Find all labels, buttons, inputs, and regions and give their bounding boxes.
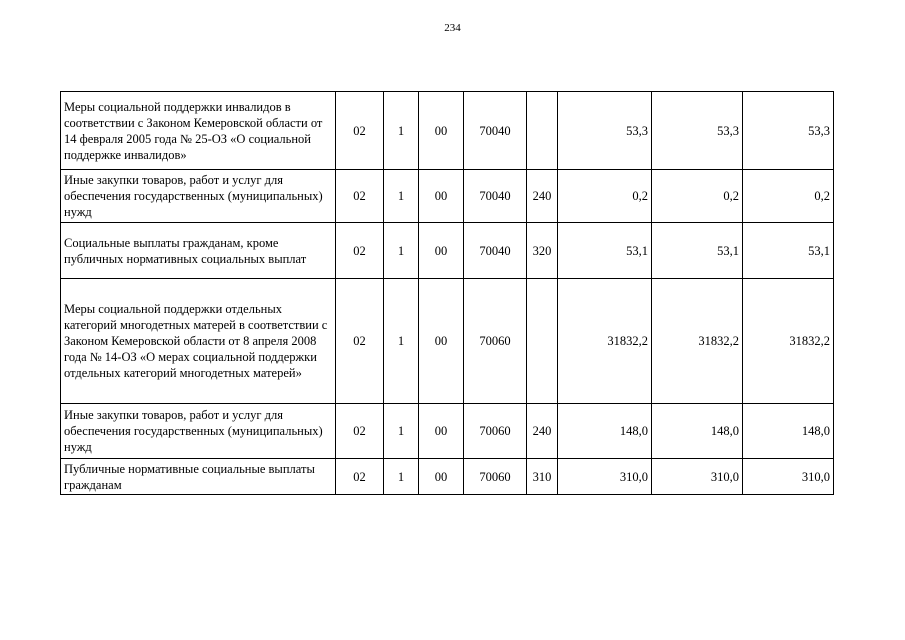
row-description: Меры социальной поддержки инвалидов в соответствии с Законом Кемеровской области от 14 февраля 2005 года № 25-ОЗ «О социальной поддержке инвалидов» (61, 92, 336, 170)
code-cell: 70040 (464, 92, 527, 170)
code-cell: 310 (527, 459, 558, 495)
value-cell: 0,2 (652, 170, 743, 223)
code-cell: 1 (384, 279, 419, 404)
value-cell: 53,3 (652, 92, 743, 170)
page-number: 234 (444, 22, 461, 34)
row-description: Публичные нормативные социальные выплаты гражданам (61, 459, 336, 495)
code-cell: 00 (419, 92, 464, 170)
table-row (61, 404, 834, 459)
code-cell: 02 (336, 92, 384, 170)
table-row (61, 279, 834, 404)
code-cell: 1 (384, 170, 419, 223)
value-cell: 148,0 (558, 404, 652, 459)
code-cell: 02 (336, 223, 384, 279)
code-cell: 1 (384, 404, 419, 459)
code-cell: 02 (336, 459, 384, 495)
code-cell: 70040 (464, 170, 527, 223)
code-cell: 240 (527, 404, 558, 459)
code-cell: 02 (336, 279, 384, 404)
code-cell: 00 (419, 279, 464, 404)
code-cell (527, 279, 558, 404)
code-cell: 00 (419, 459, 464, 495)
table-row (61, 170, 834, 223)
code-cell: 320 (527, 223, 558, 279)
value-cell: 148,0 (652, 404, 743, 459)
value-cell: 31832,2 (652, 279, 743, 404)
code-cell: 02 (336, 170, 384, 223)
table-row (61, 223, 834, 279)
code-cell (527, 92, 558, 170)
code-cell: 00 (419, 223, 464, 279)
row-description: Социальные выплаты гражданам, кроме публичных нормативных социальных выплат (61, 223, 336, 279)
code-cell: 00 (419, 404, 464, 459)
row-description: Иные закупки товаров, работ и услуг для обеспечения государственных (муниципальных) нужд (61, 404, 336, 459)
code-cell: 1 (384, 92, 419, 170)
code-cell: 70060 (464, 404, 527, 459)
code-cell: 70060 (464, 459, 527, 495)
value-cell: 0,2 (558, 170, 652, 223)
code-cell: 00 (419, 170, 464, 223)
table-row (61, 459, 834, 495)
value-cell: 0,2 (743, 170, 834, 223)
value-cell: 53,3 (558, 92, 652, 170)
value-cell: 53,1 (652, 223, 743, 279)
value-cell: 148,0 (743, 404, 834, 459)
value-cell: 31832,2 (743, 279, 834, 404)
value-cell: 310,0 (558, 459, 652, 495)
code-cell: 240 (527, 170, 558, 223)
code-cell: 1 (384, 459, 419, 495)
code-cell: 70060 (464, 279, 527, 404)
value-cell: 310,0 (743, 459, 834, 495)
value-cell: 53,1 (558, 223, 652, 279)
code-cell: 70040 (464, 223, 527, 279)
value-cell: 53,1 (743, 223, 834, 279)
row-description: Меры социальной поддержки отдельных категорий многодетных матерей в соответствии с Законом Кемеровской области от 8 апреля 2008 года № 14-ОЗ «О мерах социальной поддержки отдельных категорий многодетных матерей» (61, 279, 336, 404)
code-cell: 02 (336, 404, 384, 459)
value-cell: 31832,2 (558, 279, 652, 404)
budget-table (60, 91, 834, 495)
value-cell: 53,3 (743, 92, 834, 170)
code-cell: 1 (384, 223, 419, 279)
row-description: Иные закупки товаров, работ и услуг для обеспечения государственных (муниципальных) нужд (61, 170, 336, 223)
table-row (61, 92, 834, 170)
value-cell: 310,0 (652, 459, 743, 495)
